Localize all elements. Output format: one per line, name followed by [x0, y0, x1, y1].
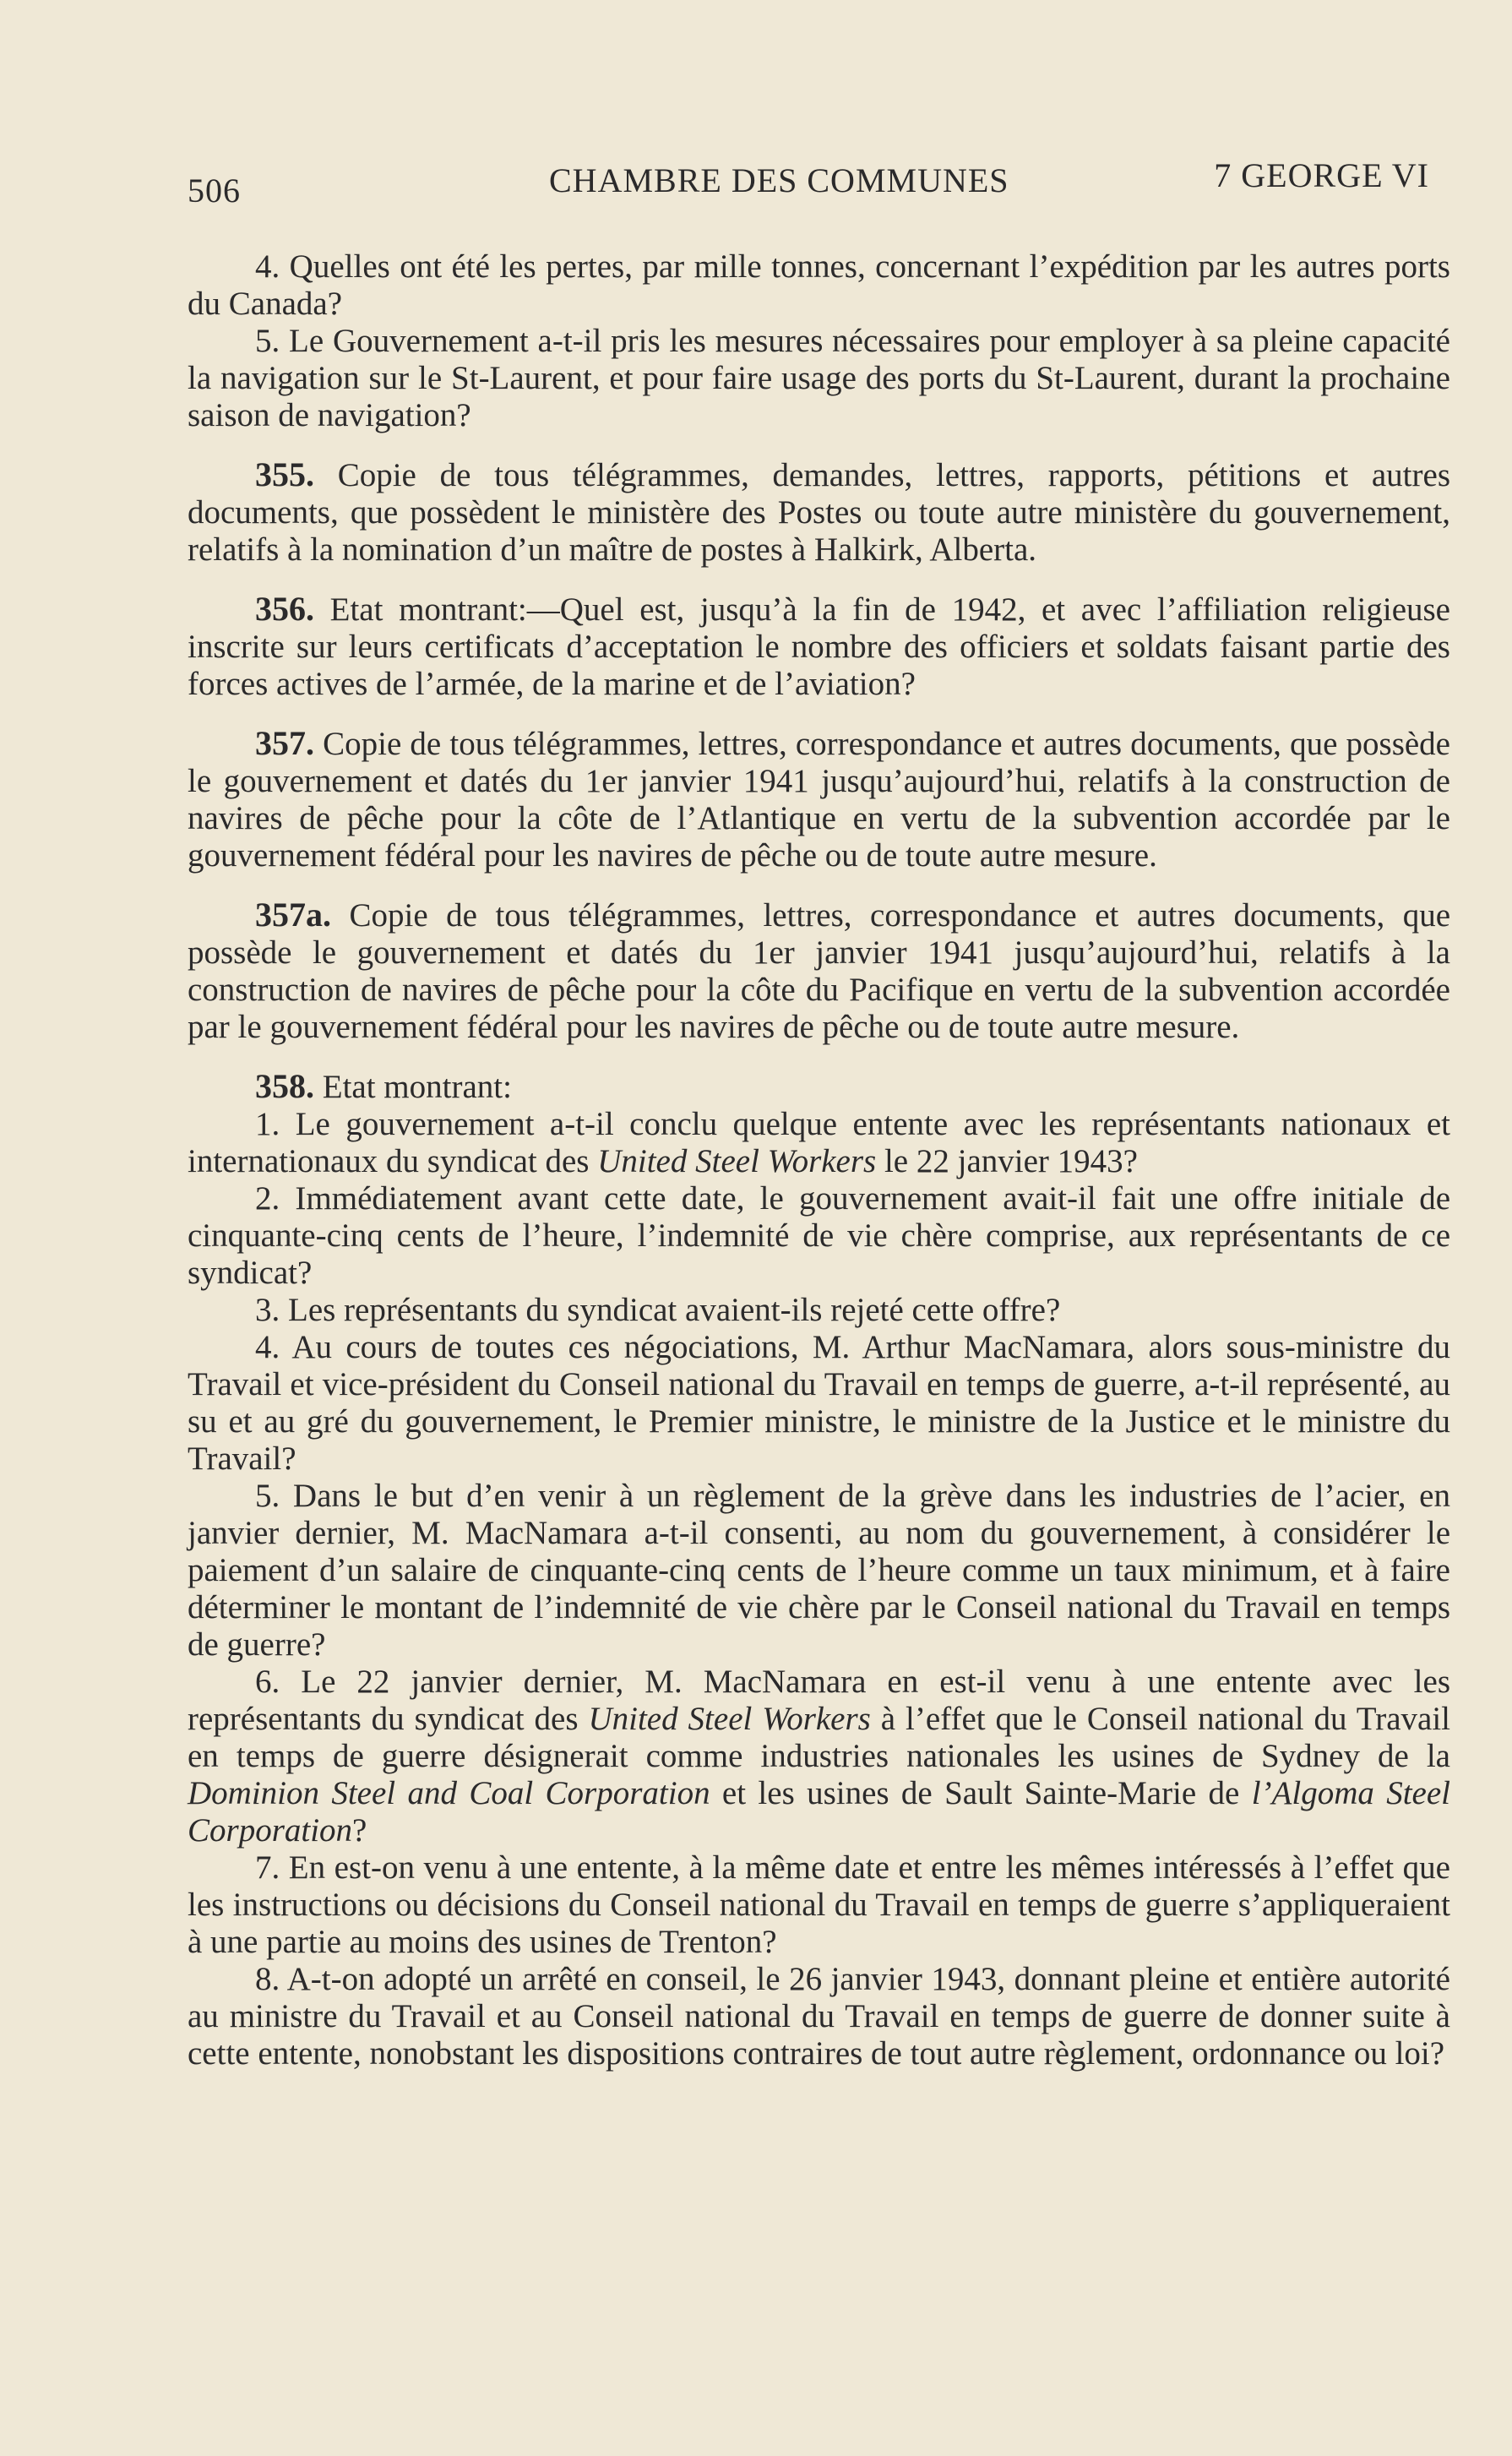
- page-number: 506: [188, 172, 241, 210]
- section-text: Etat montrant:: [314, 1069, 512, 1105]
- section-356: [188, 591, 1450, 703]
- reign-label: 7 GEORGE VI: [1214, 156, 1429, 194]
- organization-name: l’Algoma Steel Corporation: [188, 1775, 1451, 1849]
- question-358-7: 7. En est-on venu à une entente, à la même date et entre les mêmes intéressés à l’effet que les instructions ou décisions du Conseil national du Travail en temps de guerre s’appliqueraient à une partie au moins des usines de Trenton?: [188, 1849, 1450, 1960]
- question-text: 1. Le gouvernement a-t-il conclu quelque entente avec les représentants nationaux et internationaux du syndicat des: [188, 1106, 1450, 1179]
- question-text: ?: [352, 1812, 367, 1849]
- page-header: [188, 152, 1429, 210]
- organization-name: United Steel Workers: [588, 1701, 871, 1737]
- section-355: [188, 456, 1450, 569]
- section-357a: [188, 896, 1450, 1046]
- page-title: CHAMBRE DES COMMUNES: [549, 161, 1009, 199]
- section-number: 357a.: [255, 896, 331, 934]
- organization-name: United Steel Workers: [597, 1143, 877, 1179]
- section-number: 355.: [255, 455, 314, 493]
- section-number: 356.: [255, 590, 314, 628]
- question-text: 6. Le 22 janvier dernier, M. MacNamara en est-il venu à une entente avec les représentants du syndicat des: [188, 1664, 1450, 1737]
- section-number: 357.: [255, 724, 314, 762]
- section-text: Copie de tous télégrammes, lettres, correspondance et autres documents, que possède le gouvernement et datés du 1er janvier 1941 jusqu’aujourd’hui, relatifs à la construction de navires de pêche pour la côte du Pacifique en vertu de la subvention accordée par le gouvernement fédéral pour les navires de pêche ou de toute autre mesure.: [188, 897, 1450, 1045]
- document-body: [188, 248, 1450, 2072]
- question-358-3: 3. Les représentants du syndicat avaient-ils rejeté cette offre?: [255, 1292, 1061, 1328]
- question-358-2: 2. Immédiatement avant cette date, le gouvernement avait-il fait une offre initiale de cinquante-cinq cents de l’heure, l’indemnité de vie chère comprise, aux représentants de ce syndicat?: [188, 1180, 1450, 1291]
- question-358-5: 5. Dans le but d’en venir à un règlement de la grève dans les industries de l’acier, en janvier dernier, M. MacNamara a-t-il consenti, au nom du gouvernement, à considérer le paiement d’un salaire de cinquante-cinq cents de l’heure comme un taux minimum, et à faire déterminer le montant de l’indemnité de vie chère par le Conseil national du Travail en temps de guerre?: [188, 1478, 1450, 1663]
- question-358-4: 4. Au cours de toutes ces négociations, M. Arthur MacNamara, alors sous-ministre du Travail et vice-président du Conseil national du Travail en temps de guerre, a-t-il représenté, au su et au gré du gouvernement, le Premier ministre, le ministre de la Justice et le ministre du Travail?: [188, 1329, 1450, 1477]
- intro-question-5: 5. Le Gouvernement a-t-il pris les mesures nécessaires pour employer à sa pleine capacité la navigation sur le St-Laurent, et pour faire usage des ports du St-Laurent, durant la prochaine saison de navigation?: [188, 323, 1450, 433]
- section-number: 358.: [255, 1067, 314, 1105]
- section-text: Copie de tous télégrammes, demandes, lettres, rapports, pétitions et autres documents, que possèdent le ministère des Postes ou toute autre ministère du gouvernement, relatifs à la nomination d’un maître de postes à Halkirk, Alberta.: [188, 457, 1450, 568]
- organization-name: Dominion Steel and Coal Corporation: [188, 1775, 710, 1811]
- section-358: [188, 1068, 1450, 1106]
- intro-question-4: 4. Quelles ont été les pertes, par mille tonnes, concernant l’expédition par les autres ports du Canada?: [188, 248, 1450, 322]
- section-text: Etat montrant:—Quel est, jusqu’à la fin de 1942, et avec l’affiliation religieuse inscrite sur leurs certificats d’acceptation le nombre des officiers et soldats faisant partie des forces actives de l’armée, de la marine et de l’aviation?: [188, 591, 1450, 702]
- question-358-6: [188, 1664, 1450, 1849]
- question-358-1: [188, 1106, 1450, 1180]
- question-358-8: 8. A-t-on adopté un arrêté en conseil, le 26 janvier 1943, donnant pleine et entière autorité au ministre du Travail et au Conseil national du Travail en temps de guerre de donner suite à cette entente, nonobstant les dispositions contraires de tout autre règlement, ordonnance ou loi?: [188, 1961, 1450, 2072]
- question-text: à l’effet que le Conseil national du Travail en temps de guerre désignerait comme industries nationales les usines de Sydney de la: [188, 1701, 1451, 1774]
- section-357: [188, 725, 1450, 874]
- section-text: Copie de tous télégrammes, lettres, correspondance et autres documents, que possède le gouvernement et datés du 1er janvier 1941 jusqu’aujourd’hui, relatifs à la construction de navires de pêche pour la côte de l’Atlantique en vertu de la subvention accordée par le gouvernement fédéral pour les navires de pêche ou de toute autre mesure.: [188, 726, 1450, 874]
- question-text: le 22 janvier 1943?: [876, 1143, 1138, 1179]
- question-text: et les usines de Sault Sainte-Marie de: [710, 1775, 1252, 1811]
